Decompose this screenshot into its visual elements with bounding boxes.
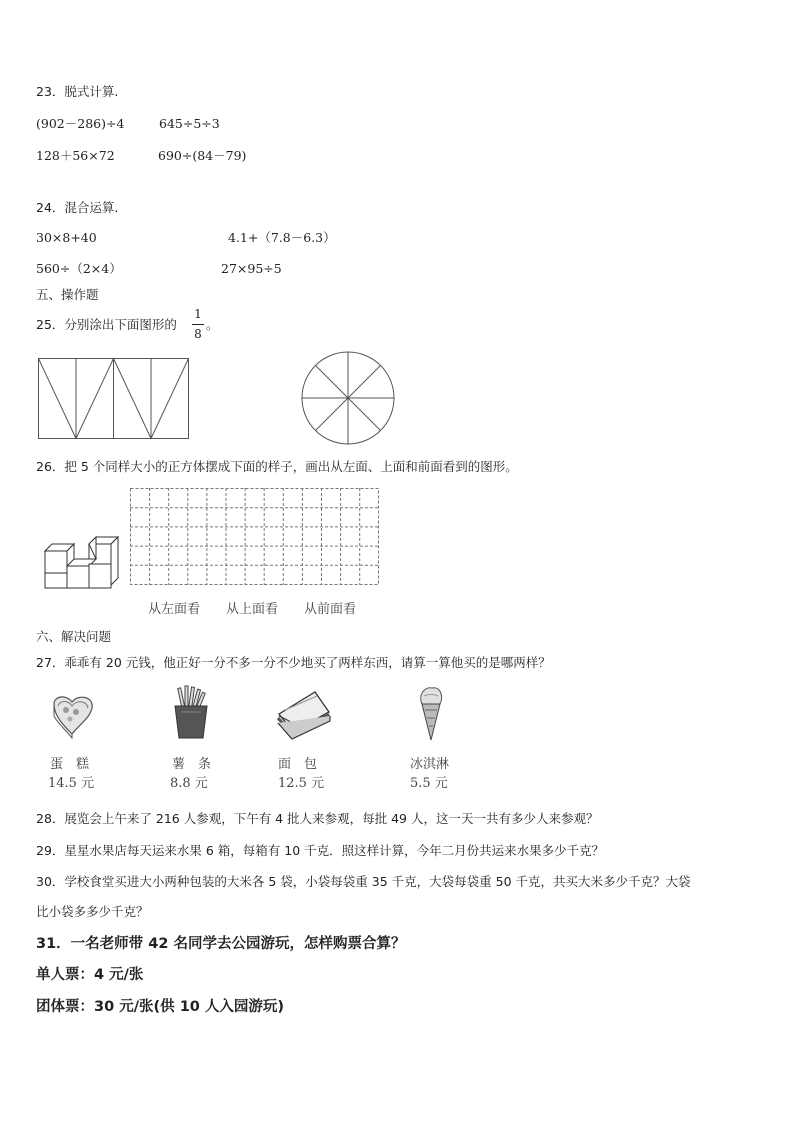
q25-fraction-denominator: 8	[194, 327, 202, 341]
q26-dashed-grid	[130, 488, 380, 586]
q27-item-icecream-name: 冰淇淋	[410, 757, 450, 772]
q24-title: 24．混合运算.	[36, 200, 119, 215]
q23-expression-2: 645÷5÷3	[159, 116, 220, 131]
q25-title-end: 。	[206, 317, 219, 332]
q27-item-cake-price: 14.5 元	[48, 776, 95, 791]
q24-expression-3: 560÷（2×4）	[36, 261, 122, 276]
section-6-heading: 六、解决问题	[36, 629, 112, 644]
q25-rectangle-figure	[38, 358, 190, 440]
q26-title: 26．把 5 个同样大小的正方体摆成下面的样子，画出从左面、上面和前面看到的图形。	[36, 459, 518, 474]
q31-title: 31．一名老师带 42 名同学去公园游玩，怎样购票合算？	[36, 936, 406, 952]
q27-title: 27．乖乖有 20 元钱，他正好一分不多一分不少地买了两样东西，请算一算他买的是哪两样？	[36, 655, 551, 670]
q27-item-bread-price: 12.5 元	[278, 776, 325, 791]
q25-circle-figure	[300, 350, 396, 446]
q24-expression-1: 30×8+40	[36, 230, 97, 245]
q23-title: 23．脱式计算.	[36, 84, 119, 99]
q26-view-front-label: 从前面看	[304, 602, 357, 617]
section-5-heading: 五、操作题	[36, 287, 99, 302]
q29-title: 29．星星水果店每天运来水果 6 箱，每箱有 10 千克．照这样计算，今年二月份共运来水果多少千克？	[36, 843, 605, 858]
q30-line-1: 30．学校食堂买进大小两种包装的大米各 5 袋，小袋每袋重 35 千克，大袋每袋重 50 千克，共买大米多少千克？大袋	[36, 874, 691, 889]
q28-title: 28．展览会上午来了 216 人参观，下午有 4 批人来参观，每批 49 人，这一天一共有多少人来参观？	[36, 811, 599, 826]
q24-expression-4: 27×95÷5	[221, 261, 282, 276]
cake-icon	[48, 694, 104, 740]
q25-fraction-numerator: 1	[194, 307, 202, 321]
q27-item-fries-name: 薯 条	[172, 757, 212, 772]
q26-cube-stack	[42, 533, 122, 589]
q25-title: 25．分别涂出下面图形的	[36, 317, 177, 332]
q23-expression-4: 690÷(84－79)	[158, 148, 247, 163]
sandwich-icon	[275, 690, 333, 740]
q27-item-bread-name: 面 包	[278, 757, 318, 772]
fries-icon	[171, 684, 211, 740]
q23-expression-1: (902－286)÷4	[36, 116, 125, 131]
q24-expression-2: 4.1+（7.8－6.3）	[228, 230, 336, 245]
q25-fraction-bar	[192, 324, 204, 325]
q31-group-ticket: 团体票：30 元/张(供 10 人入园游玩)	[36, 999, 285, 1015]
q26-view-left-label: 从左面看	[148, 602, 201, 617]
q27-item-icecream-price: 5.5 元	[410, 776, 448, 791]
ice-cream-icon	[416, 684, 446, 744]
q26-view-top-label: 从上面看	[226, 602, 279, 617]
q27-item-cake-name: 蛋 糕	[50, 757, 90, 772]
q23-expression-3: 128＋56×72	[36, 148, 115, 163]
q30-line-2: 比小袋多多少千克？	[36, 904, 149, 919]
q27-item-fries-price: 8.8 元	[170, 776, 208, 791]
q31-single-ticket: 单人票：4 元/张	[36, 967, 144, 983]
